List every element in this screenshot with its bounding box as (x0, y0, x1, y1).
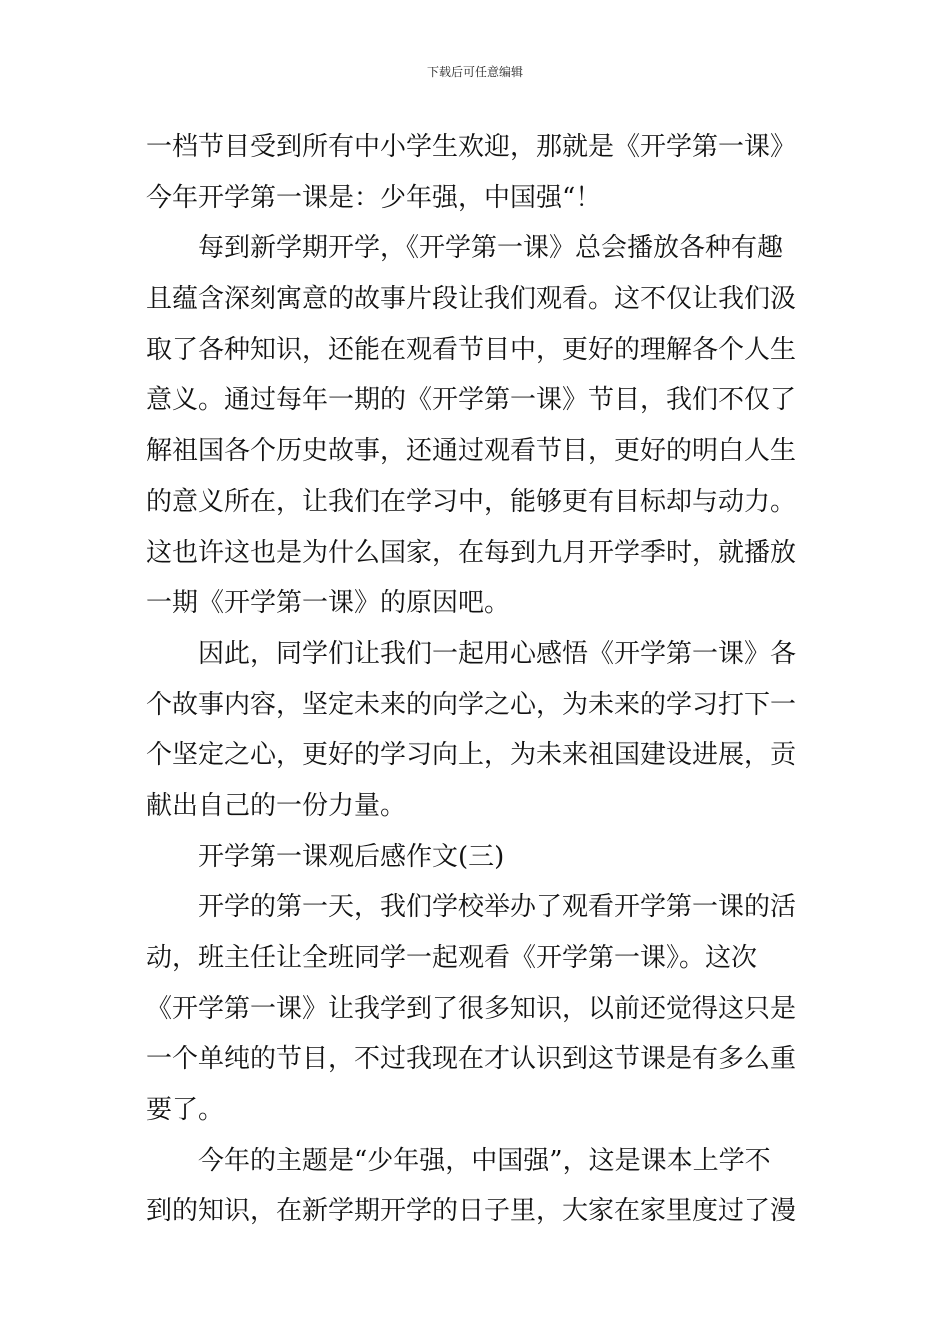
text-line: 要了。 (146, 1095, 225, 1126)
text-line: 今年开学第一课是：少年强，中国强“！ (146, 182, 602, 213)
text-line: 一期《开学第一课》的原因吧。 (146, 588, 511, 619)
text-line: 且蕴含深刻寓意的故事片段让我们观看。这不仅让我们汲 (146, 284, 797, 315)
text-line: 意义。通过每年一期的《开学第一课》节目，我们不仅了 (146, 385, 797, 416)
text-line: 到的知识，在新学期开学的日子里，大家在家里度过了漫 (146, 1196, 797, 1227)
text-line: 这也许这也是为什么国家，在每到九月开学季时，就播放 (146, 537, 797, 568)
paragraph-start-line: 因此，同学们让我们一起用心感悟《开学第一课》各 (198, 638, 797, 669)
page-header: 下载后可任意编辑 (426, 65, 523, 79)
text-line: 取了各种知识，还能在观看节目中，更好的理解各个人生 (146, 334, 797, 365)
text-line: 一个单纯的节目，不过我现在才认识到这节课是有多么重 (146, 1044, 797, 1075)
text-line: 一档节目受到所有中小学生欢迎，那就是《开学第一课》 (146, 132, 797, 162)
text-line: 《开学第一课》让我学到了很多知识，以前还觉得这只是 (146, 993, 797, 1024)
paragraph-start-line: 今年的主题是“少年强，中国强”，这是课本上学不 (198, 1145, 771, 1176)
text-line: 献出自己的一份力量。 (146, 790, 407, 821)
text-line: 个故事内容，坚定未来的向学之心，为未来的学习打下一 (146, 689, 797, 720)
paragraph-start-line: 开学的第一天，我们学校举办了观看开学第一课的活 (198, 892, 797, 923)
text-line: 个坚定之心，更好的学习向上，为未来祖国建设进展，贡 (146, 740, 797, 771)
text-line: 解祖国各个历史故事，还通过观看节目，更好的明白人生 (146, 436, 797, 467)
text-line: 动，班主任让全班同学一起观看《开学第一课》。这次 (146, 943, 758, 973)
paragraph-start-line: 每到新学期开学，《开学第一课》总会播放各种有趣 (198, 233, 784, 264)
section-heading: 开学第一课观后感作文(三) (198, 841, 505, 872)
text-line: 的意义所在，让我们在学习中，能够更有目标却与动力。 (146, 486, 797, 517)
document-body (146, 122, 810, 1237)
